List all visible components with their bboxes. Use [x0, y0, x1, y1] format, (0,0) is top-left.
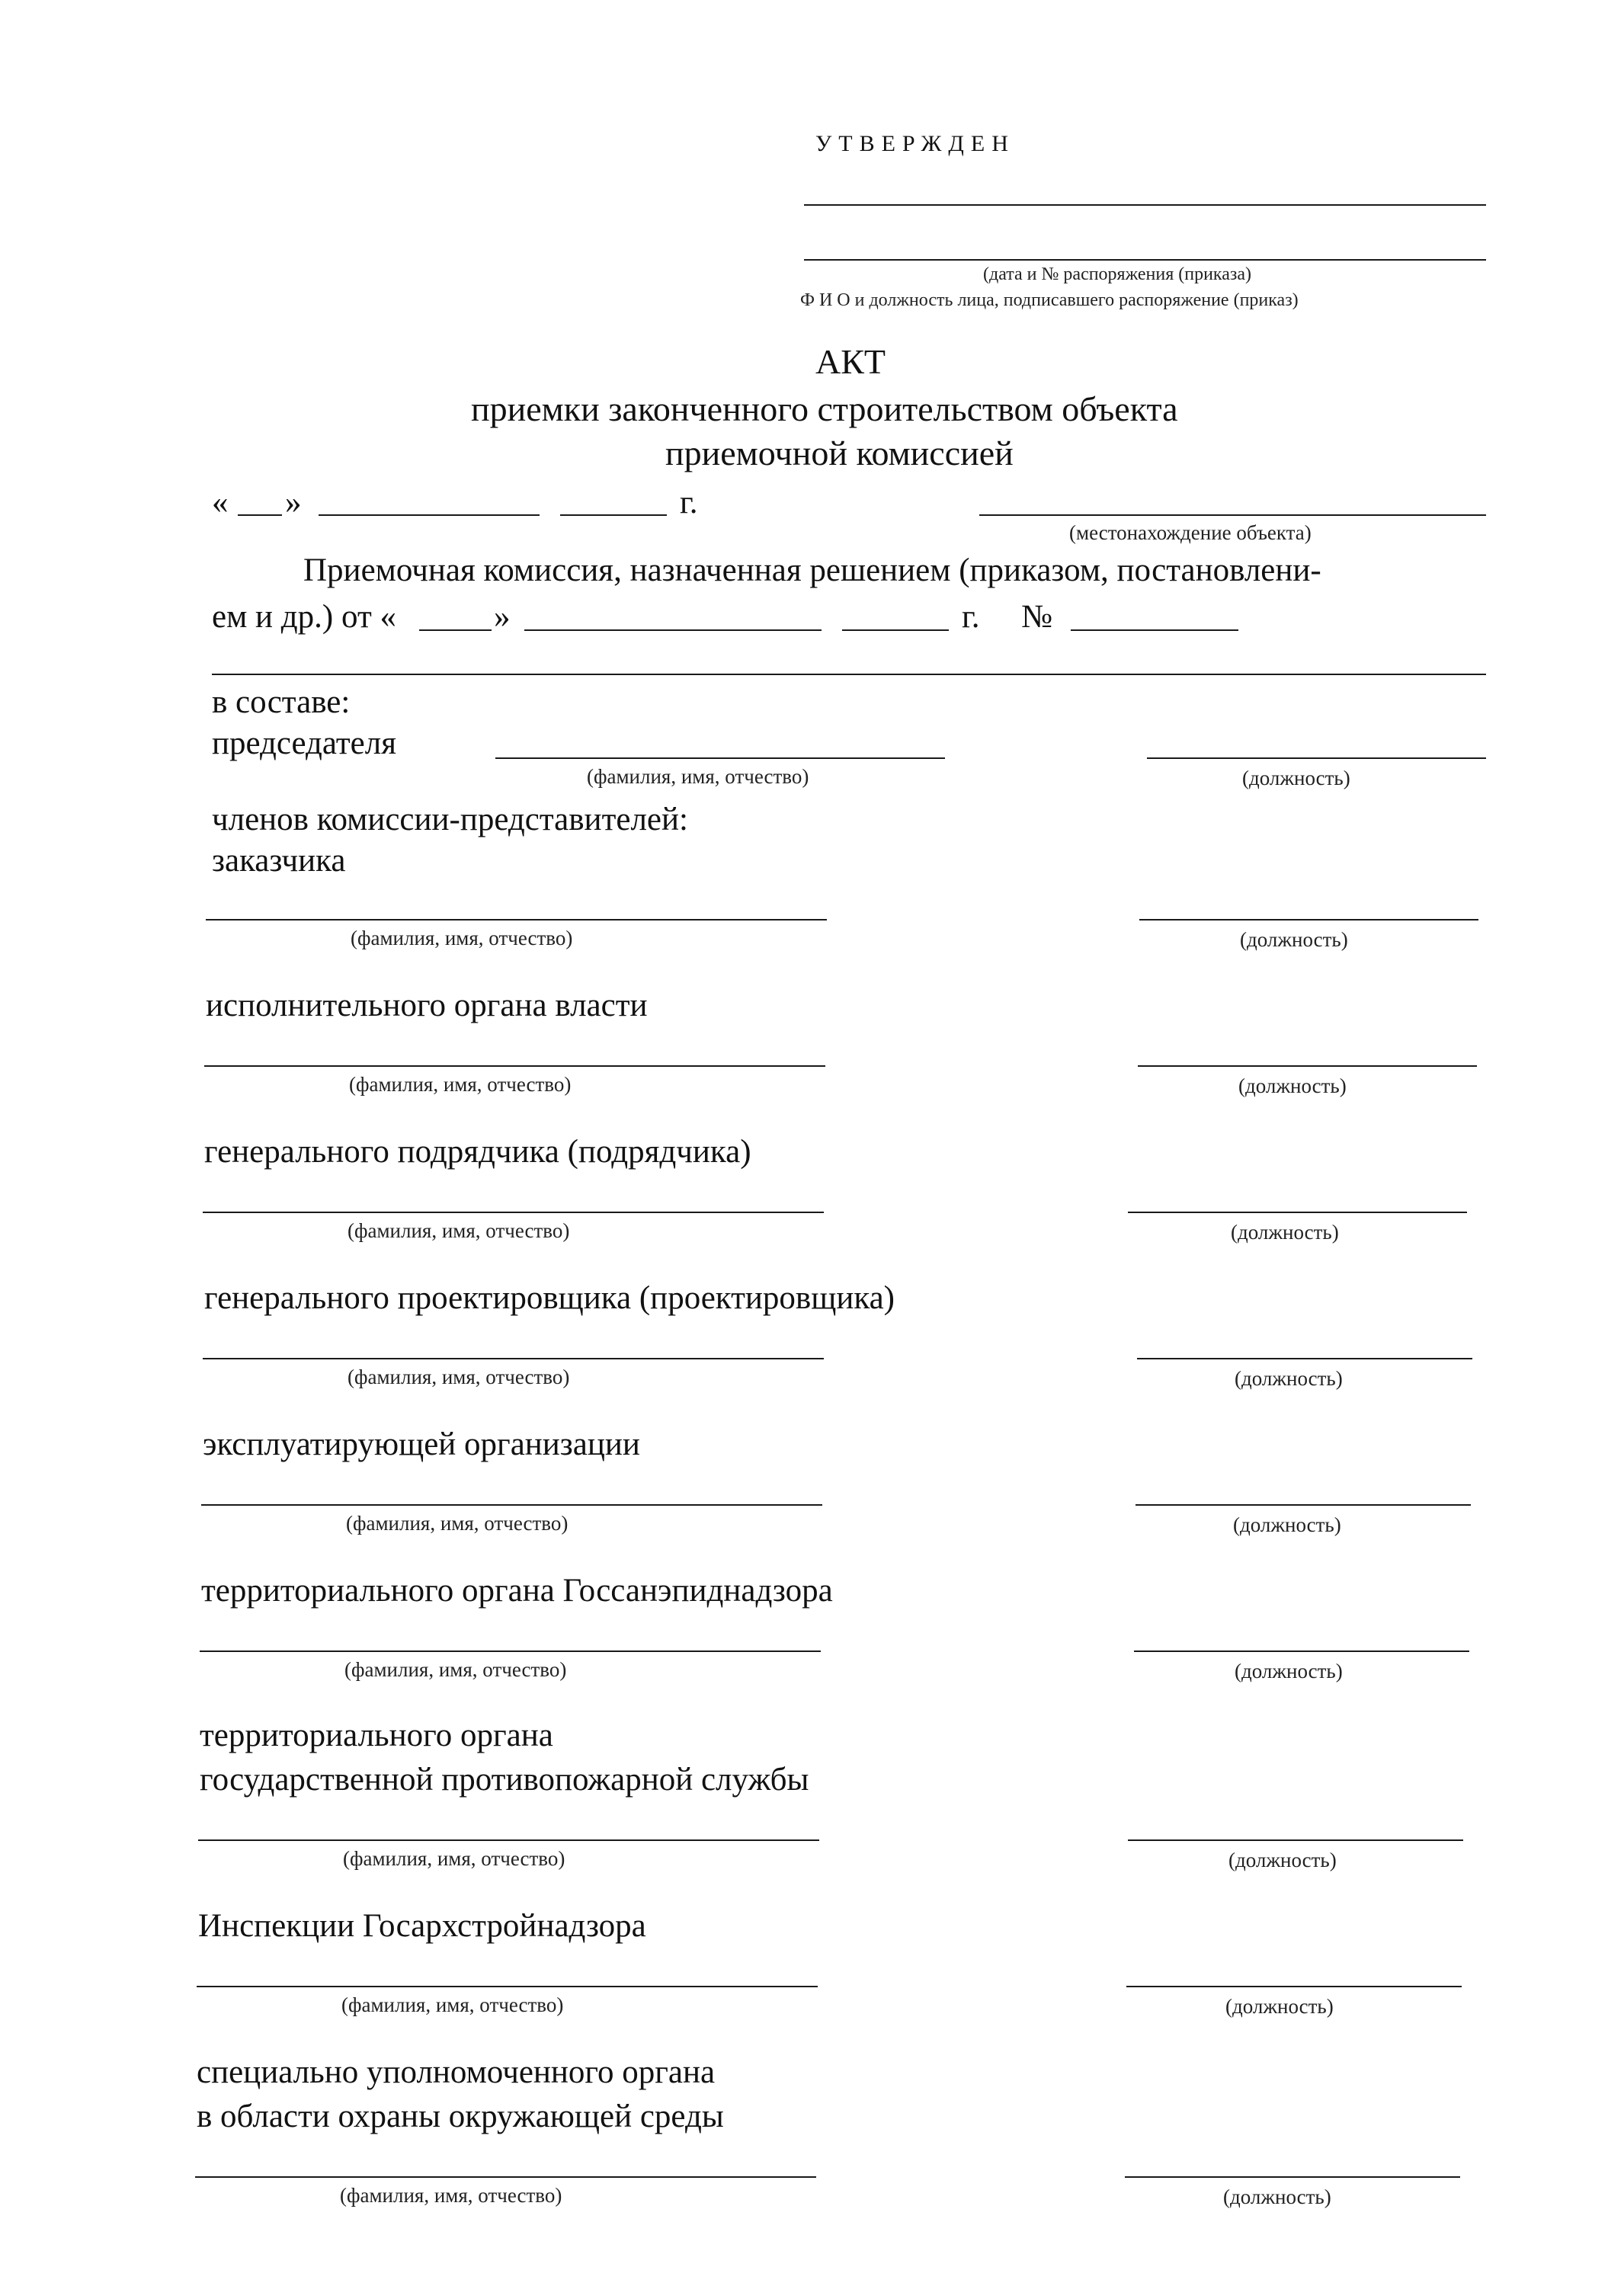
- act-date-year-line: [560, 514, 667, 516]
- approval-signer-caption: Ф И О и должность лица, подписавшего распоряжение (приказ): [800, 290, 1299, 310]
- member-ecology-fio-line: [195, 2176, 816, 2178]
- member-contractor-fio-caption: (фамилия, имя, отчество): [348, 1219, 570, 1242]
- member-customer-fio-line: [206, 919, 827, 920]
- member-operator-position-caption: (должность): [1233, 1513, 1341, 1536]
- member-designer-fio-caption: (фамилия, имя, отчество): [348, 1366, 570, 1388]
- member-contractor-label: генерального подрядчика (подрядчика): [204, 1134, 751, 1170]
- member-contractor-position-caption: (должность): [1231, 1221, 1339, 1244]
- act-location-caption: (местонахождение объекта): [1069, 521, 1312, 544]
- member-ecology-fio-caption: (фамилия, имя, отчество): [340, 2184, 562, 2207]
- member-contractor-fio-line: [203, 1212, 824, 1213]
- member-operator-label: эксплуатирующей организации: [203, 1426, 640, 1462]
- intro-number-line: [1071, 629, 1238, 631]
- member-executive-fio-caption: (фамилия, имя, отчество): [349, 1073, 572, 1096]
- chairman-fio-line: [495, 757, 945, 759]
- member-ecology-label-line2: в области охраны окружающей среды: [197, 2099, 724, 2134]
- member-fire-label-line2: государственной противопожарной службы: [200, 1762, 809, 1798]
- approval-line-2: [804, 259, 1486, 261]
- act-date-year-suffix: г.: [680, 485, 698, 520]
- member-archstroy-fio-caption: (фамилия, имя, отчество): [341, 1993, 564, 2016]
- member-sanitary-fio-caption: (фамилия, имя, отчество): [344, 1658, 567, 1681]
- member-customer-fio-caption: (фамилия, имя, отчество): [351, 927, 573, 949]
- member-fire-label-line1: территориального органа: [200, 1718, 553, 1753]
- member-operator-fio-caption: (фамилия, имя, отчество): [346, 1512, 569, 1535]
- member-customer-position-caption: (должность): [1240, 928, 1348, 951]
- member-sanitary-position-line: [1134, 1650, 1469, 1652]
- member-fire-position-line: [1128, 1839, 1463, 1841]
- member-customer-label: заказчика: [212, 843, 346, 879]
- act-title: АКТ: [815, 342, 886, 381]
- member-operator-position-line: [1136, 1504, 1471, 1506]
- member-archstroy-position-line: [1126, 1986, 1462, 1987]
- intro-line-2-prefix: ем и др.) от «: [212, 599, 396, 635]
- composition-label: в составе:: [212, 684, 351, 720]
- act-subtitle-line1: приемки законченного строительством объекта: [471, 389, 1178, 428]
- member-designer-label: генерального проектировщика (проектировщика): [204, 1280, 895, 1316]
- intro-line-2-quote: »: [494, 599, 511, 635]
- member-ecology-position-caption: (должность): [1223, 2185, 1331, 2208]
- intro-line-2-year: г.: [962, 599, 980, 635]
- member-fire-position-caption: (должность): [1228, 1849, 1337, 1871]
- member-contractor-position-line: [1128, 1212, 1467, 1213]
- member-archstroy-label: Инспекции Госархстройнадзора: [198, 1908, 646, 1944]
- act-location-line: [979, 514, 1486, 516]
- intro-month-line: [524, 629, 822, 631]
- member-operator-fio-line: [201, 1504, 822, 1506]
- intro-continuation-line: [212, 674, 1486, 675]
- act-subtitle-line2: приемочной комиссией: [665, 434, 1014, 472]
- member-designer-position-caption: (должность): [1235, 1367, 1343, 1390]
- member-ecology-position-line: [1125, 2176, 1460, 2178]
- chairman-fio-caption: (фамилия, имя, отчество): [587, 765, 809, 788]
- member-executive-fio-line: [204, 1065, 825, 1067]
- act-date-open-quote: «: [212, 485, 229, 520]
- members-heading: членов комиссии-представителей:: [212, 802, 688, 837]
- member-fire-fio-line: [198, 1839, 819, 1841]
- act-date-day-line: [238, 514, 282, 516]
- member-designer-position-line: [1137, 1358, 1472, 1359]
- intro-line-2-number: №: [1021, 599, 1053, 635]
- approval-order-caption: (дата и № распоряжения (приказа): [983, 264, 1251, 284]
- member-designer-fio-line: [203, 1358, 824, 1359]
- member-sanitary-label: территориального органа Госсанэпиднадзора: [201, 1573, 833, 1609]
- intro-year-line: [842, 629, 949, 631]
- approval-heading: УТВЕРЖДЕН: [815, 131, 1015, 156]
- member-executive-position-caption: (должность): [1238, 1074, 1347, 1097]
- member-ecology-label-line1: специально уполномоченного органа: [197, 2054, 716, 2090]
- chairman-label: председателя: [212, 725, 397, 761]
- member-customer-position-line: [1139, 919, 1478, 920]
- intro-line-1: Приемочная комиссия, назначенная решением (приказом, постановлени-: [303, 552, 1321, 588]
- intro-day-line: [419, 629, 492, 631]
- member-executive-label: исполнительного органа власти: [206, 988, 648, 1023]
- act-date-month-line: [319, 514, 540, 516]
- member-sanitary-position-caption: (должность): [1235, 1660, 1343, 1682]
- act-date-close-quote: »: [285, 485, 302, 520]
- member-archstroy-fio-line: [197, 1986, 818, 1987]
- member-archstroy-position-caption: (должность): [1225, 1995, 1334, 2018]
- approval-line-1: [804, 204, 1486, 206]
- chairman-position-line: [1147, 757, 1486, 759]
- chairman-position-caption: (должность): [1242, 767, 1350, 789]
- member-executive-position-line: [1138, 1065, 1477, 1067]
- member-fire-fio-caption: (фамилия, имя, отчество): [343, 1847, 565, 1870]
- member-sanitary-fio-line: [200, 1650, 821, 1652]
